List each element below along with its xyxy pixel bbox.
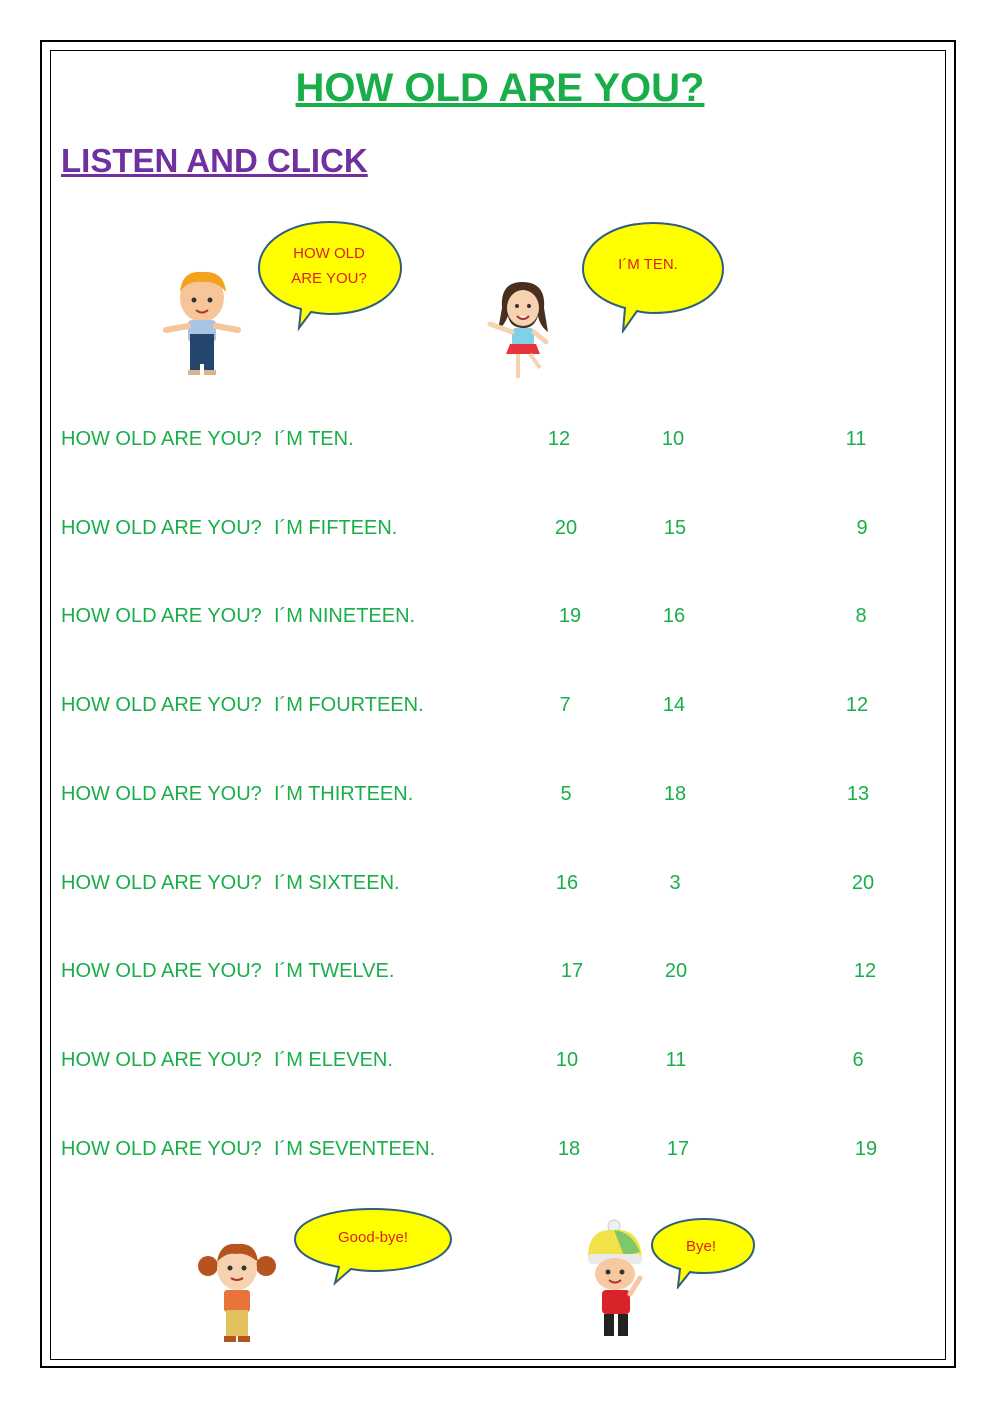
speech-text-girl-bottom: Good-bye! bbox=[337, 1229, 409, 1246]
row-question: HOW OLD ARE YOU? bbox=[61, 872, 262, 894]
exercise-row bbox=[61, 1138, 941, 1168]
option-3[interactable]: 20 bbox=[851, 872, 875, 894]
row-answer: I´M THIRTEEN. bbox=[274, 783, 414, 805]
speech-text-girl-top: I´M TEN. bbox=[618, 256, 678, 273]
option-1[interactable]: 17 bbox=[560, 960, 584, 982]
option-1[interactable]: 19 bbox=[558, 605, 582, 627]
speech-text-boy-bottom: Bye! bbox=[685, 1238, 716, 1255]
row-answer: I´M FOURTEEN. bbox=[274, 694, 424, 716]
option-2[interactable]: 17 bbox=[666, 1138, 690, 1160]
girl-waving-illustration bbox=[196, 1240, 278, 1348]
option-3[interactable]: 13 bbox=[846, 783, 870, 805]
row-question: HOW OLD ARE YOU? bbox=[61, 960, 262, 982]
option-3[interactable]: 8 bbox=[855, 605, 867, 627]
exercise-row bbox=[61, 694, 941, 724]
exercise-row bbox=[61, 428, 941, 458]
option-1[interactable]: 20 bbox=[554, 517, 578, 539]
speech-text-boy-top: HOW OLD ARE YOU? bbox=[291, 245, 367, 287]
option-3[interactable]: 12 bbox=[845, 694, 869, 716]
row-question: HOW OLD ARE YOU? bbox=[61, 1138, 262, 1160]
row-question: HOW OLD ARE YOU? bbox=[61, 428, 262, 450]
exercise-row bbox=[61, 605, 941, 635]
option-2[interactable]: 16 bbox=[662, 605, 686, 627]
option-2[interactable]: 3 bbox=[669, 872, 681, 894]
exercise-row bbox=[61, 1049, 941, 1079]
row-question: HOW OLD ARE YOU? bbox=[61, 694, 262, 716]
speech-bubble-girl-top bbox=[579, 221, 729, 333]
option-2[interactable]: 11 bbox=[665, 1049, 687, 1071]
girl-illustration bbox=[484, 278, 560, 386]
row-answer: I´M TEN. bbox=[274, 428, 354, 450]
option-1[interactable]: 16 bbox=[555, 872, 579, 894]
option-3[interactable]: 19 bbox=[854, 1138, 878, 1160]
option-1[interactable]: 5 bbox=[560, 783, 572, 805]
option-3[interactable]: 12 bbox=[853, 960, 877, 982]
page-title: HOW OLD ARE YOU? bbox=[295, 66, 705, 110]
option-3[interactable]: 11 bbox=[845, 428, 867, 450]
boy-illustration bbox=[160, 268, 244, 378]
row-answer: I´M ELEVEN. bbox=[274, 1049, 393, 1071]
option-1[interactable]: 7 bbox=[559, 694, 571, 716]
option-2[interactable]: 10 bbox=[661, 428, 685, 450]
option-2[interactable]: 20 bbox=[664, 960, 688, 982]
option-2[interactable]: 18 bbox=[663, 783, 687, 805]
boy-with-hat-illustration bbox=[576, 1218, 656, 1342]
exercise-row bbox=[61, 960, 941, 990]
option-2[interactable]: 15 bbox=[663, 517, 687, 539]
row-question: HOW OLD ARE YOU? bbox=[61, 605, 262, 627]
row-answer: I´M NINETEEN. bbox=[274, 605, 416, 627]
option-1[interactable]: 10 bbox=[555, 1049, 579, 1071]
row-answer: I´M SEVENTEEN. bbox=[274, 1138, 436, 1160]
row-question: HOW OLD ARE YOU? bbox=[61, 1049, 262, 1071]
option-1[interactable]: 18 bbox=[557, 1138, 581, 1160]
row-question: HOW OLD ARE YOU? bbox=[61, 783, 262, 805]
row-question: HOW OLD ARE YOU? bbox=[61, 517, 262, 539]
exercise-row bbox=[61, 517, 941, 547]
exercise-row bbox=[61, 872, 941, 902]
exercise-row bbox=[61, 783, 941, 813]
row-answer: I´M SIXTEEN. bbox=[274, 872, 400, 894]
option-3[interactable]: 9 bbox=[856, 517, 868, 539]
option-3[interactable]: 6 bbox=[852, 1049, 864, 1071]
instruction-heading: LISTEN AND CLICK bbox=[61, 142, 368, 179]
option-1[interactable]: 12 bbox=[547, 428, 571, 450]
row-answer: I´M TWELVE. bbox=[274, 960, 395, 982]
row-answer: I´M FIFTEEN. bbox=[274, 517, 398, 539]
option-2[interactable]: 14 bbox=[662, 694, 686, 716]
